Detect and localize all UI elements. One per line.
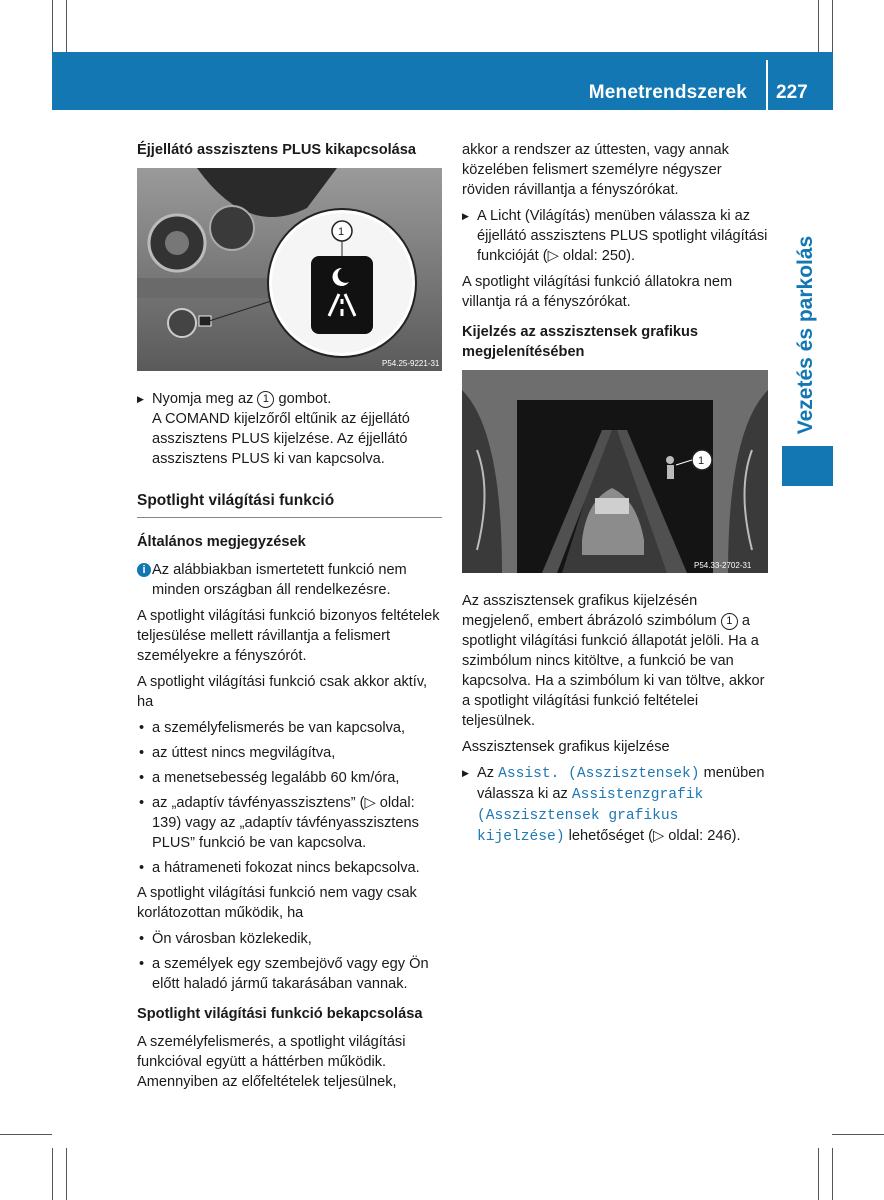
chapter-title: Menetrendszerek: [588, 82, 747, 103]
step-text: lehetőséget (▷ oldal: 246).: [568, 828, 741, 844]
left-column: [137, 140, 442, 1098]
crop-mark: [832, 1134, 884, 1135]
list-item: • az „adaptív távfényasszisztens” (▷ oldal: 139) vagy az „adaptív távfényasszisztens PLUS” funkció be van kapcsolva.: [137, 793, 442, 853]
para-text: Az asszisztensek grafikus kijelzésén megjelenő, embert ábrázoló szimbólum: [462, 593, 717, 629]
crop-mark: [818, 0, 819, 52]
figure-code: P54.33-2702-31: [694, 561, 752, 570]
crop-mark: [818, 1148, 819, 1200]
paragraph: A spotlight világítási funkció csak akkor aktív, ha: [137, 674, 428, 710]
crop-mark: [0, 1134, 52, 1135]
page-number: 227: [776, 82, 808, 103]
crop-mark: [66, 0, 67, 52]
callout-number: 1: [698, 455, 705, 467]
header-divider: [766, 60, 768, 110]
list-item: • az úttest nincs megvilágítva,: [137, 743, 442, 763]
figure-assist-display: [462, 370, 768, 573]
section-heading-spotlight-on: Spotlight világítási funkció bekapcsolása: [137, 1006, 423, 1022]
section-heading-spotlight: Spotlight világítási funkció: [137, 491, 442, 518]
menu-name: Assist. (Asszisztensek): [498, 766, 700, 782]
paragraph: A spotlight világítási funkció bizonyos feltételek teljesülése mellett rávillantja a felismert személyekre a fényszórót.: [137, 608, 440, 664]
para-text: a spotlight világítási funkció állapotát jelöli. Ha a szimbólum nincs kitöltve, a funkció be van kapcsolva. Ha a szimbólum ki van töltve, akkor a spotlight világítási funkció feltételei teljesülnek.: [462, 613, 765, 729]
instruction-step: [462, 763, 768, 847]
paragraph: akkor a rendszer az úttesten, vagy annak közelében felismert személyre négyszer röviden rávillantja a fényszórókat.: [462, 142, 729, 198]
callout-number: 1: [338, 226, 345, 238]
step-result: A COMAND kijelzőről eltűnik az éjjellátó asszisztens PLUS kijelzése. Az éjjellátó asszisztens PLUS ki van kapcsolva.: [152, 411, 410, 467]
list-item: • a hátrameneti fokozat nincs bekapcsolva.: [137, 858, 442, 878]
paragraph: A spotlight világítási funkció nem vagy csak korlátozottan működik, ha: [137, 885, 417, 921]
step-text: Nyomja meg az: [152, 391, 254, 407]
list-item: • a személyek egy szembejövő vagy egy Ön előtt haladó jármű takarásában vannak.: [137, 954, 442, 994]
figure-dashboard-button: [137, 168, 442, 371]
list-item: • a menetsebesség legalább 60 km/óra,: [137, 768, 442, 788]
paragraph: A személyfelismerés, a spotlight világítási funkcióval együtt a háttérben működik. Amennyiben az előfeltételek teljesülnek,: [137, 1034, 406, 1090]
paragraph: A spotlight világítási funkció állatokra nem villantja rá a fényszórókat.: [462, 274, 733, 310]
step-text: Az: [477, 765, 495, 781]
side-tab-marker: [782, 446, 833, 486]
section-heading-assist-display: Kijelzés az asszisztensek grafikus megjelenítésében: [462, 324, 699, 360]
dashboard-photo: [137, 168, 442, 371]
crop-mark: [832, 0, 833, 52]
info-note: [137, 560, 442, 600]
instruction-step: [137, 389, 442, 469]
subsection-heading-notes: Általános megjegyzések: [137, 534, 306, 550]
callout-ref: 1: [257, 391, 274, 408]
crop-mark: [66, 1148, 67, 1200]
note-text: Az alábbiakban ismertetett funkció nem minden országban áll rendelkezésre.: [152, 562, 407, 598]
crop-mark: [832, 1148, 833, 1200]
crop-mark: [52, 1148, 53, 1200]
step-text: gombot.: [278, 391, 332, 407]
callout-ref: 1: [721, 613, 738, 630]
figure-code: P54.25-9221-31: [382, 359, 440, 368]
step-text: menüben válassza ki az: [477, 765, 765, 802]
page-header: [52, 52, 833, 110]
list-item: • Ön városban közlekedik,: [137, 929, 442, 949]
paragraph: [462, 591, 768, 731]
paragraph: Asszisztensek grafikus kijelzése: [462, 739, 670, 755]
instruction-step: ▶ A Licht (Világítás) menüben válassza ki az éjjellátó asszisztens PLUS spotlight világítási funkcióját (▷ oldal: 250).: [462, 206, 768, 266]
info-icon: i: [137, 563, 151, 577]
section-heading-nightview-off: Éjjellátó asszisztens PLUS kikapcsolása: [137, 142, 417, 158]
list-item: • a személyfelismerés be van kapcsolva,: [137, 718, 442, 738]
right-column: [462, 140, 768, 853]
instrument-cluster-photo: [462, 370, 768, 573]
crop-mark: [52, 0, 53, 52]
side-tab-label: Vezetés és parkolás: [794, 235, 817, 435]
menu-option: Assistenzgrafik (Asszisztensek grafikus kijelzése): [477, 787, 704, 845]
